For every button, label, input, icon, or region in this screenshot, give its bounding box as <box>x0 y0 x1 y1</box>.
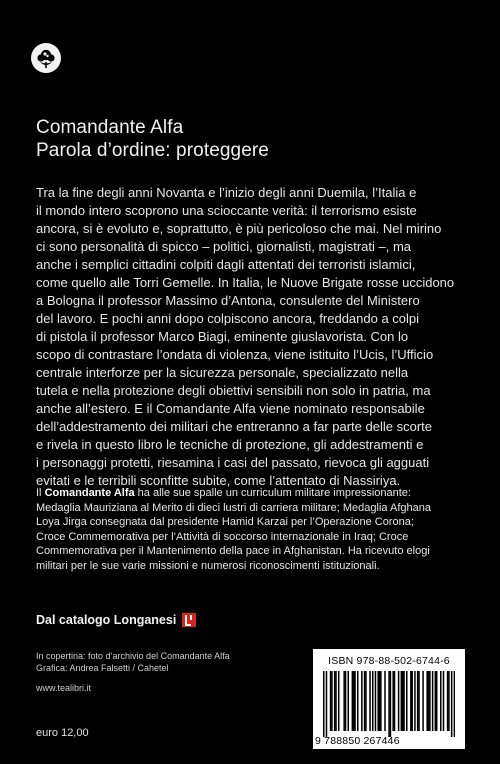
synopsis-line: a Bologna il professor Massimo d’Antona, consulente del Ministero <box>36 293 420 308</box>
website: www.tealibri.it <box>36 683 92 693</box>
synopsis-line: tutela e nella protezione degli obiettivi sensibili non solo in patria, ma <box>36 383 431 398</box>
barcode-bar <box>451 671 453 737</box>
synopsis-line: di pistola il professor Marco Biagi, eminente giuslavorista. Con lo <box>36 329 409 344</box>
barcode-bar <box>384 671 386 731</box>
synopsis-line: del lavoro. E pochi anni dopo colpiscono ancora, freddando a colpi <box>36 311 420 326</box>
synopsis-line: il mondo intero scoprono una scioccante verità: il terrorismo esiste <box>36 203 417 218</box>
barcode-bar <box>338 671 340 731</box>
barcode-bar <box>422 671 424 731</box>
synopsis-line: dell’addestramento dei militari che entreranno a far parte delle scorte <box>36 419 432 434</box>
barcode-bar <box>417 671 419 731</box>
barcode-bar <box>448 671 450 731</box>
longanesi-logo-icon <box>182 613 196 627</box>
bio-intro: Il <box>36 487 45 499</box>
synopsis-line: anche all’estero. E il Comandante Alfa viene nominato responsabile <box>36 401 425 416</box>
synopsis-line: evitati e le terribili sconfitte subite, come l’attentato di Nassiriya. <box>36 473 401 488</box>
barcode-bar <box>390 671 392 737</box>
barcode-bar <box>402 671 404 731</box>
synopsis-line: ci sono personalità di spicco – politici, giornalisti, magistrati –, ma <box>36 239 412 254</box>
synopsis <box>36 184 466 490</box>
bio-first-line <box>36 486 476 501</box>
barcode-bar <box>401 671 403 731</box>
publisher-logo-icon <box>31 43 61 73</box>
barcode-bar <box>361 671 363 731</box>
synopsis-line: centrale interforze per la sicurezza personale, specializzato nella <box>36 365 409 380</box>
barcode-bar <box>447 671 449 731</box>
catalog-label <box>36 613 196 627</box>
book-title-text: Parola d’ordine: proteggere <box>36 140 269 161</box>
barcode-bar <box>432 671 434 731</box>
barcode-bar <box>443 671 445 731</box>
barcode <box>313 649 465 749</box>
barcode-bar <box>411 671 413 731</box>
barcode-bar <box>345 671 347 731</box>
barcode-bars <box>323 671 455 737</box>
synopsis-line: anche i semplici cittadini colpiti dagli attentati dei terroristi islamici, <box>36 257 416 272</box>
barcode-bar <box>375 671 377 731</box>
barcode-bar <box>410 671 412 731</box>
synopsis-line: come quello alle Torri Gemelle. In Italia, le Nuove Brigate rosse uccidono <box>36 275 455 290</box>
barcode-bar <box>347 671 349 731</box>
barcode-bar <box>426 671 428 731</box>
cover-credit: In copertina: foto d’archivio del Comandante Alfa <box>36 651 230 661</box>
barcode-bar <box>454 671 455 737</box>
author-name: Comandante Alfa <box>36 117 184 138</box>
barcode-bar <box>440 671 442 731</box>
bio-line: Medaglia Mauriziana al Merito di dieci lustri di carriera militare; Medaglia Afghana <box>36 501 431 514</box>
barcode-bar <box>428 671 430 731</box>
barcode-bar <box>330 671 332 731</box>
barcode-bar <box>357 671 359 731</box>
bio-line: Loya Jirga consegnata dal presidente Hamid Karzai per l’Operazione Corona; <box>36 516 414 529</box>
author-bio <box>36 486 476 574</box>
book-title <box>36 116 269 162</box>
bio-line: Commemorativa per il Mantenimento della pace in Afghanistan. Ha ricevuto elogi <box>36 545 430 558</box>
synopsis-line: ancora, si è evoluto e, soprattutto, è più pericoloso che mai. Nel mirino <box>36 221 442 236</box>
barcode-bar <box>354 671 356 731</box>
barcode-bar <box>429 671 431 731</box>
barcode-bar <box>365 671 367 731</box>
barcode-bar <box>392 671 394 731</box>
bio-author-name: Comandante Alfa <box>44 487 135 499</box>
barcode-bar <box>403 671 405 731</box>
barcode-bar <box>335 671 337 731</box>
synopsis-line: i personaggi protetti, riesamina i casi del passato, rievoca gli agguati <box>36 455 430 470</box>
bio-line: militari per le sue varie missioni e numerosi riconoscimenti istituzionali. <box>36 559 380 572</box>
barcode-bar <box>364 671 366 731</box>
barcode-digits: 9 788850 267446 <box>315 735 400 747</box>
synopsis-line: e rivela in questo libro le tecniche di protezione, gli addestramenti e <box>36 437 424 452</box>
barcode-bar <box>326 671 328 737</box>
catalog-text: Dal catalogo Longanesi <box>36 613 177 627</box>
barcode-bar <box>323 671 325 737</box>
barcode-bar <box>331 671 333 731</box>
barcode-bar <box>398 671 400 731</box>
barcode-bar <box>353 671 355 731</box>
barcode-bar <box>414 671 416 731</box>
barcode-bar <box>435 671 437 731</box>
barcode-bar <box>343 671 345 731</box>
barcode-bar <box>372 671 374 731</box>
isbn-label: ISBN 978-88-502-6744-6 <box>328 655 450 667</box>
barcode-bar <box>380 671 382 731</box>
barcode-bar <box>394 671 396 731</box>
bio-first-line-rest: ha alle sue spalle un curriculum militare impressionante: <box>134 487 411 499</box>
synopsis-line: Tra la fine degli anni Novanta e l’inizio degli anni Duemila, l’Italia e <box>36 185 417 200</box>
barcode-bar <box>388 671 390 737</box>
synopsis-line: scopo di contrastare l’ondata di violenza, viene istituito l’Ucis, l’Ufficio <box>36 347 434 362</box>
price: euro 12,00 <box>36 727 89 739</box>
barcode-bar <box>379 671 381 731</box>
barcode-bar <box>406 671 408 731</box>
barcode-bar <box>334 671 336 731</box>
barcode-bar <box>418 671 420 731</box>
bio-line: Croce Commemorativa per l’Attività di soccorso internazionale in Iraq; Croce <box>36 530 409 543</box>
barcode-bar <box>377 671 379 731</box>
graphics-credit: Grafica: Andrea Falsetti / Cahetel <box>36 663 169 673</box>
barcode-bar <box>436 671 438 731</box>
barcode-bar <box>369 671 371 731</box>
credits <box>36 650 230 674</box>
barcode-bar <box>352 671 354 731</box>
